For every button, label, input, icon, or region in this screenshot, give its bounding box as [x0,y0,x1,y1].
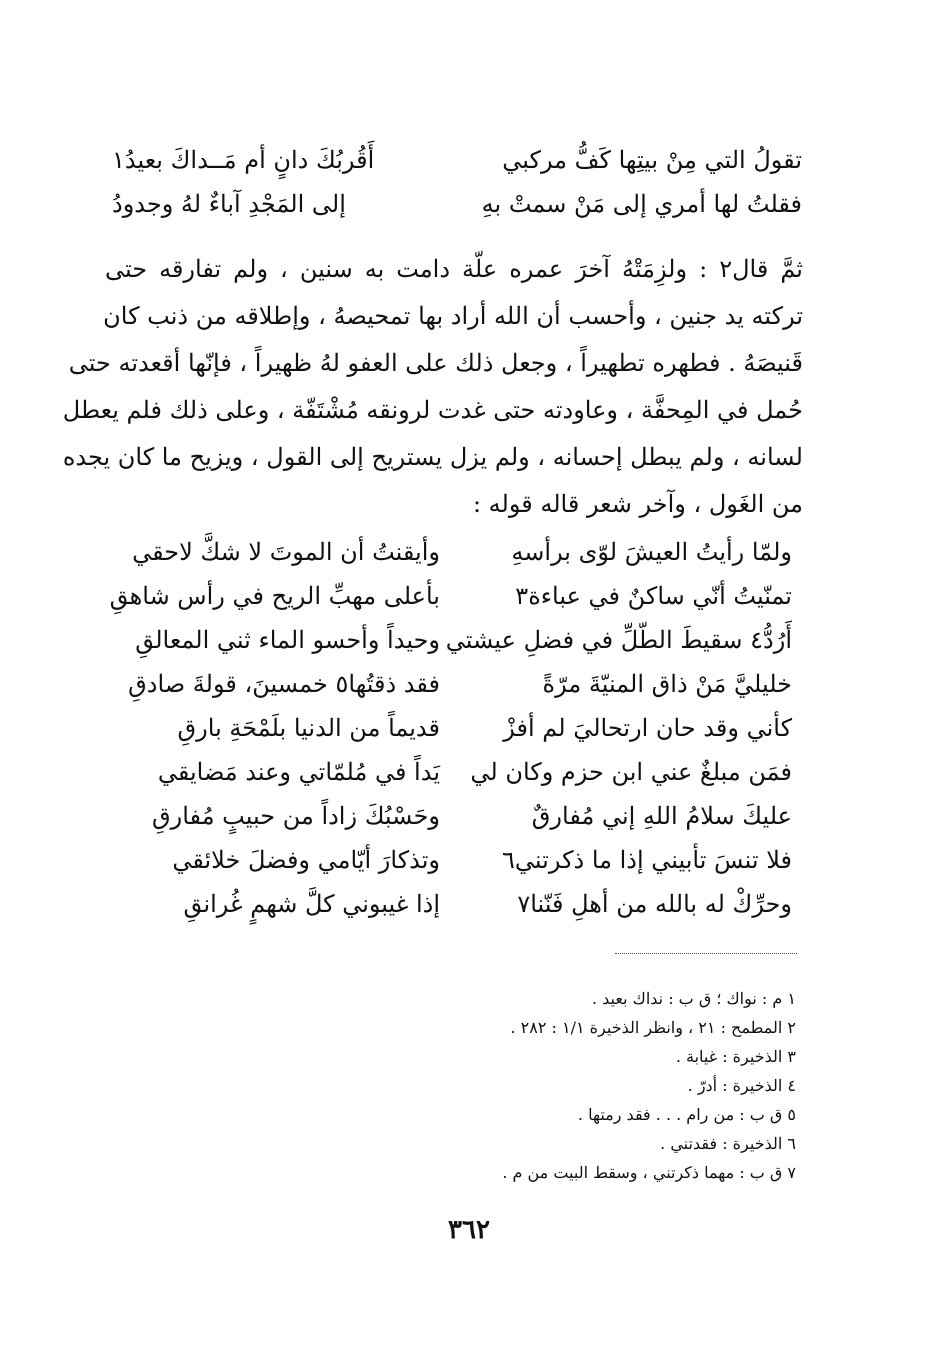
prose-paragraph [62,246,803,528]
second-hemistich: فقد ذقتُها٥ خمسينَ، قولةَ صادقِ [128,670,440,698]
second-hemistich: قديماً من الدنيا بلَمْحَةِ بارقِ [177,714,440,742]
verse-line [109,574,792,618]
verse-line [130,794,792,838]
verse-line [130,750,792,794]
verse-line [112,182,802,226]
prose-line: لسانه ، ولم يبطل إحسانه ، ولم يزل يستريح إلى القول ، ويزيح ما كان يجده [62,443,803,471]
opening-couplets [112,138,802,226]
footnotes [296,984,796,1187]
second-hemistich: وحَسْبُكَ زاداً من حبيبٍ مُفارقِ [152,802,440,830]
footnote: ٥ ق ب : من رام . . . فقد رمتها . [577,1105,796,1124]
footnote: ١ م : نواك ؛ ق ب : نداك بعيد . [591,989,796,1008]
footnote: ٢ المطمح : ٢١ ، وانظر الذخيرة ١/١ : ٢٨٢ . [510,1018,796,1037]
footnote-divider [615,953,797,954]
footnote: ٣ الذخيرة : غيابة . [675,1047,796,1066]
verse-line [130,706,792,750]
verse-line [130,618,792,662]
prose-line: حُمل في المِحفَّة ، وعاودته حتى غدت لرونقه مُشْتَفّة ، وعلى ذلك فلم يعطل [62,396,803,424]
second-hemistich: وحيداً وأحسو الماء ثني المعالقِ [135,626,440,654]
first-hemistich: خليليَّ مَنْ ذاق المنيّةَ مرّةً [542,670,792,698]
second-hemistich: يَداً في مُلمّاتي وعند مَضايقي [157,758,440,786]
first-hemistich: فمَن مبلغٌ عني ابن حزم وكان لي [470,758,792,786]
verse-line [130,838,792,882]
prose-line: ثمَّ قال٢ : ولزِمَتْهُ آخرَ عمره علّة دامت به سنين ، ولم تفارقه حتى [105,255,803,283]
footnote: ٤ الذخيرة : أدرّ . [687,1076,796,1095]
footnote: ٧ ق ب : مهما ذكرتني ، وسقط البيت من م . [502,1163,796,1182]
verse-line [130,882,792,926]
first-hemistich: تقولُ التي مِنْ بيتِها كَفُّ مركبي [502,146,802,174]
prose-line: تركته يد جنين ، وأحسب أن الله أراد بها تمحيصهُ ، وإطلاقه من ذنب كان [103,302,803,330]
page-number: ٣٦٢ [448,1215,490,1245]
second-hemistich: أَقُربُكَ دانٍ أم مَــداكَ بعيدُ١ [112,146,375,174]
footnote: ٦ الذخيرة : فقدتني . [660,1134,796,1153]
verse-line [112,138,802,182]
poem [109,530,792,926]
first-hemistich: وحرِّكْ له بالله من أهلِ فَنّنا٧ [517,890,792,918]
second-hemistich: إلى المَجْدِ آباءٌ لهُ وجدودُ [112,190,346,218]
first-hemistich: تمنّيتُ أنّي ساكنٌ في عباءة٣ [515,582,792,610]
verse-line [130,530,792,574]
first-hemistich: عليكَ سلامُ اللهِ إني مُفارقٌ [531,802,792,830]
first-hemistich: فلا تنسَ تأبيني إذا ما ذكرتني٦ [502,846,792,874]
second-hemistich: إذا غيبوني كلَّ شهمٍ غُرانقِ [183,890,440,918]
first-hemistich: كأني وقد حان ارتحاليَ لم أفزْ [503,714,792,742]
second-hemistich: بأعلى مهبِّ الريح في رأس شاهقِ [109,582,440,610]
verse-line [130,662,792,706]
second-hemistich: وتذكارَ أيّامي وفضلَ خلائقي [172,846,440,874]
prose-line: من الغَول ، وآخر شعر قاله قوله : [472,490,803,518]
first-hemistich: ولمّا رأيتُ العيشَ لوّى برأسهِ [511,538,792,566]
prose-line: قَنيصَهُ . فطهره تطهيراً ، وجعل ذلك على العفو لهُ ظهيراً ، فإنّها أقعدته حتى [68,349,803,377]
second-hemistich: وأيقنتُ أن الموتَ لا شكَّ لاحقي [132,538,440,566]
first-hemistich: فقلتُ لها أمري إلى مَنْ سمتْ بهِ [481,190,802,218]
first-hemistich: أَرُدُّ٤ سقيطَ الطّلِّ في فضلِ عيشتي [445,626,792,654]
